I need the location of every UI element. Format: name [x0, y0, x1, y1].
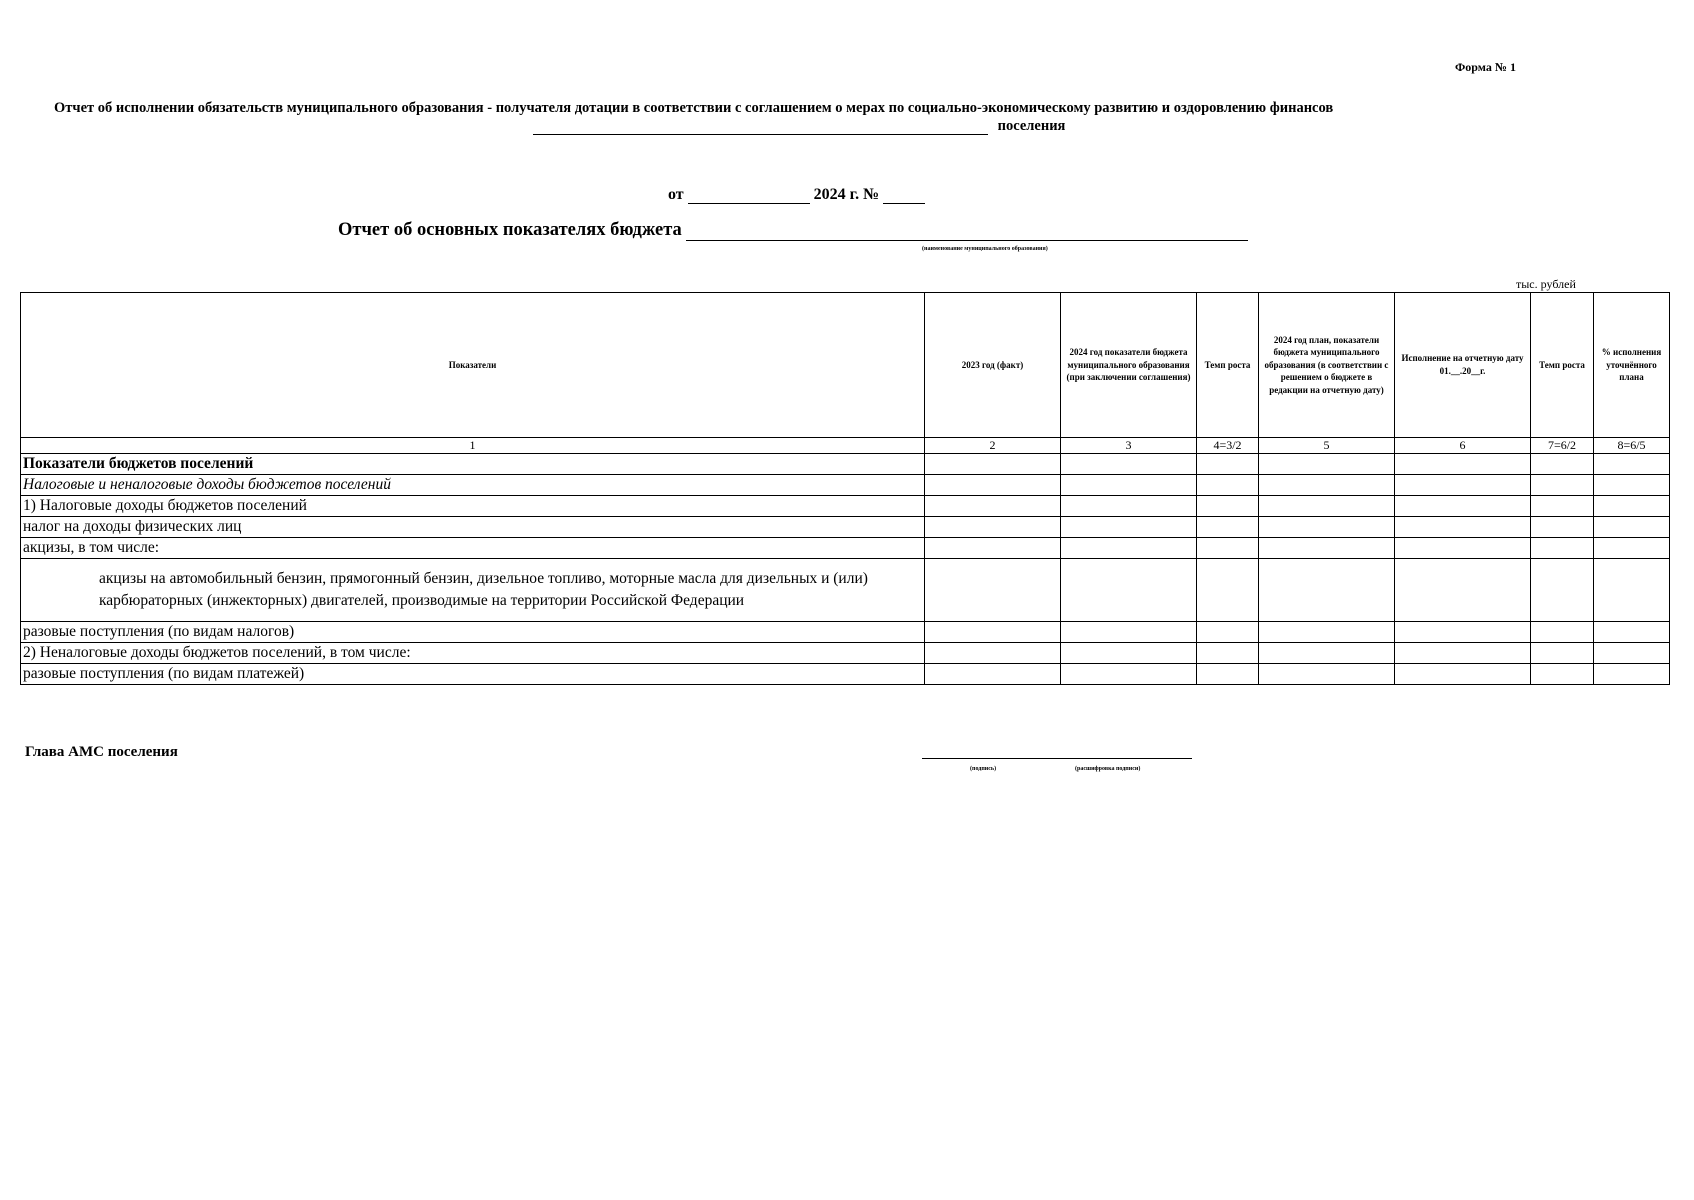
cell-growth-1[interactable]	[1197, 664, 1259, 685]
cell-2024-plan[interactable]	[1259, 664, 1395, 685]
cell-growth-2[interactable]	[1531, 517, 1594, 538]
date-year: 2024 г. №	[813, 186, 880, 203]
cell-growth-1[interactable]	[1197, 475, 1259, 496]
column-number-row	[21, 438, 1670, 454]
cell-execution[interactable]	[1395, 538, 1531, 559]
table-row	[21, 538, 1670, 559]
cell-plan-percent[interactable]	[1594, 643, 1670, 664]
table-row	[21, 622, 1670, 643]
col-number: 7=6/2	[1531, 438, 1594, 454]
col-number: 6	[1395, 438, 1531, 454]
cell-growth-1[interactable]	[1197, 538, 1259, 559]
cell-growth-2[interactable]	[1531, 664, 1594, 685]
table-row	[21, 664, 1670, 685]
row-label: 1) Налоговые доходы бюджетов поселений	[21, 496, 925, 517]
signature-name-caption: (расшифровка подписи)	[1075, 766, 1141, 772]
cell-2024-plan[interactable]	[1259, 496, 1395, 517]
cell-2023[interactable]	[925, 622, 1061, 643]
cell-2024-plan[interactable]	[1259, 454, 1395, 475]
table-row	[21, 559, 1670, 622]
cell-execution[interactable]	[1395, 664, 1531, 685]
col-number: 3	[1061, 438, 1197, 454]
cell-growth-1[interactable]	[1197, 454, 1259, 475]
row-label: разовые поступления (по видам платежей)	[21, 664, 925, 685]
cell-2023[interactable]	[925, 643, 1061, 664]
cell-2023[interactable]	[925, 454, 1061, 475]
date-prefix: от	[668, 186, 684, 203]
report-title: Отчет об основных показателях бюджета	[338, 220, 682, 240]
cell-execution[interactable]	[1395, 622, 1531, 643]
col-number: 1	[21, 438, 925, 454]
report-heading-line1: Отчет об исполнении обязательств муниципального образования - получателя дотации в соответствии с соглашением о мерах по социально-экономическому развитию и оздоровлению финансов	[54, 100, 1334, 116]
row-label: Налоговые и неналоговые доходы бюджетов поселений	[21, 475, 925, 496]
table-row	[21, 643, 1670, 664]
cell-plan-percent[interactable]	[1594, 664, 1670, 685]
cell-execution[interactable]	[1395, 475, 1531, 496]
table-row	[21, 496, 1670, 517]
municipality-blank-line	[533, 120, 988, 135]
signature-line	[922, 758, 1192, 759]
cell-plan-percent[interactable]	[1594, 622, 1670, 643]
row-label: Показатели бюджетов поселений	[21, 454, 925, 475]
cell-2024-agreement[interactable]	[1061, 517, 1197, 538]
row-label: разовые поступления (по видам налогов)	[21, 622, 925, 643]
cell-growth-2[interactable]	[1531, 643, 1594, 664]
cell-growth-2[interactable]	[1531, 454, 1594, 475]
header-growth-rate-1: Темп роста	[1197, 293, 1259, 438]
cell-2024-plan[interactable]	[1259, 643, 1395, 664]
cell-2024-agreement[interactable]	[1061, 538, 1197, 559]
table-row	[21, 454, 1670, 475]
report-title-line	[338, 220, 1248, 241]
cell-growth-1[interactable]	[1197, 622, 1259, 643]
row-label: акцизы на автомобильный бензин, прямогонный бензин, дизельное топливо, моторные масла для дизельных и (или) карбюраторных (инжекторных) двигателей, производимые на территории Российской Федерации	[21, 559, 925, 622]
cell-2023[interactable]	[925, 538, 1061, 559]
cell-growth-2[interactable]	[1531, 622, 1594, 643]
cell-2024-agreement[interactable]	[1061, 643, 1197, 664]
cell-2023[interactable]	[925, 517, 1061, 538]
cell-plan-percent[interactable]	[1594, 517, 1670, 538]
cell-growth-1[interactable]	[1197, 517, 1259, 538]
cell-2024-agreement[interactable]	[1061, 454, 1197, 475]
cell-2024-agreement[interactable]	[1061, 496, 1197, 517]
header-2023-fact: 2023 год (факт)	[925, 293, 1061, 438]
header-execution: Исполнение на отчетную дату 01.__.20__г.	[1395, 293, 1531, 438]
cell-execution[interactable]	[1395, 454, 1531, 475]
cell-growth-1[interactable]	[1197, 643, 1259, 664]
cell-2023[interactable]	[925, 664, 1061, 685]
header-2024-plan: 2024 год план, показатели бюджета муниципального образования (в соответствии с решением о бюджете в редакции на отчетную дату)	[1259, 293, 1395, 438]
header-indicators: Показатели	[21, 293, 925, 438]
table-header-row	[21, 293, 1670, 438]
header-2024-agreement: 2024 год показатели бюджета муниципального образования (при заключении соглашения)	[1061, 293, 1197, 438]
cell-2024-plan[interactable]	[1259, 517, 1395, 538]
cell-growth-2[interactable]	[1531, 559, 1594, 622]
cell-growth-2[interactable]	[1531, 496, 1594, 517]
table-row	[21, 517, 1670, 538]
cell-growth-2[interactable]	[1531, 538, 1594, 559]
header-plan-percent: % исполнения уточнённого плана	[1594, 293, 1670, 438]
row-label: налог на доходы физических лиц	[21, 517, 925, 538]
cell-2024-plan[interactable]	[1259, 559, 1395, 622]
cell-execution[interactable]	[1395, 559, 1531, 622]
cell-plan-percent[interactable]	[1594, 454, 1670, 475]
table-row	[21, 475, 1670, 496]
cell-2024-agreement[interactable]	[1061, 559, 1197, 622]
cell-execution[interactable]	[1395, 517, 1531, 538]
budget-name-blank	[686, 222, 1248, 241]
cell-growth-2[interactable]	[1531, 475, 1594, 496]
col-number: 8=6/5	[1594, 438, 1670, 454]
cell-2024-plan[interactable]	[1259, 475, 1395, 496]
date-blank	[688, 189, 810, 204]
header-growth-rate-2: Темп роста	[1531, 293, 1594, 438]
heading-suffix: поселения	[997, 118, 1066, 134]
cell-execution[interactable]	[1395, 496, 1531, 517]
report-heading-line2	[533, 118, 1065, 135]
cell-plan-percent[interactable]	[1594, 559, 1670, 622]
cell-plan-percent[interactable]	[1594, 475, 1670, 496]
cell-plan-percent[interactable]	[1594, 496, 1670, 517]
date-line	[668, 186, 925, 204]
cell-2024-agreement[interactable]	[1061, 475, 1197, 496]
cell-2023[interactable]	[925, 496, 1061, 517]
indicators-table	[20, 292, 1670, 685]
cell-2024-agreement[interactable]	[1061, 622, 1197, 643]
cell-plan-percent[interactable]	[1594, 538, 1670, 559]
col-number: 5	[1259, 438, 1395, 454]
col-number: 2	[925, 438, 1061, 454]
cell-2024-plan[interactable]	[1259, 538, 1395, 559]
number-blank	[883, 189, 925, 204]
col-number: 4=3/2	[1197, 438, 1259, 454]
cell-growth-1[interactable]	[1197, 559, 1259, 622]
municipality-caption: (наименование муниципального образования)	[922, 246, 1048, 252]
cell-2024-agreement[interactable]	[1061, 664, 1197, 685]
cell-2023[interactable]	[925, 475, 1061, 496]
cell-2024-plan[interactable]	[1259, 622, 1395, 643]
signature-caption: (подпись)	[970, 766, 997, 772]
units-label: тыс. рублей	[1516, 277, 1576, 291]
cell-execution[interactable]	[1395, 643, 1531, 664]
cell-2023[interactable]	[925, 559, 1061, 622]
form-number: Форма № 1	[1455, 60, 1516, 74]
row-label: акцизы, в том числе:	[21, 538, 925, 559]
row-label: 2) Неналоговые доходы бюджетов поселений, в том числе:	[21, 643, 925, 664]
cell-growth-1[interactable]	[1197, 496, 1259, 517]
signature-label: Глава АМС поселения	[25, 744, 178, 760]
